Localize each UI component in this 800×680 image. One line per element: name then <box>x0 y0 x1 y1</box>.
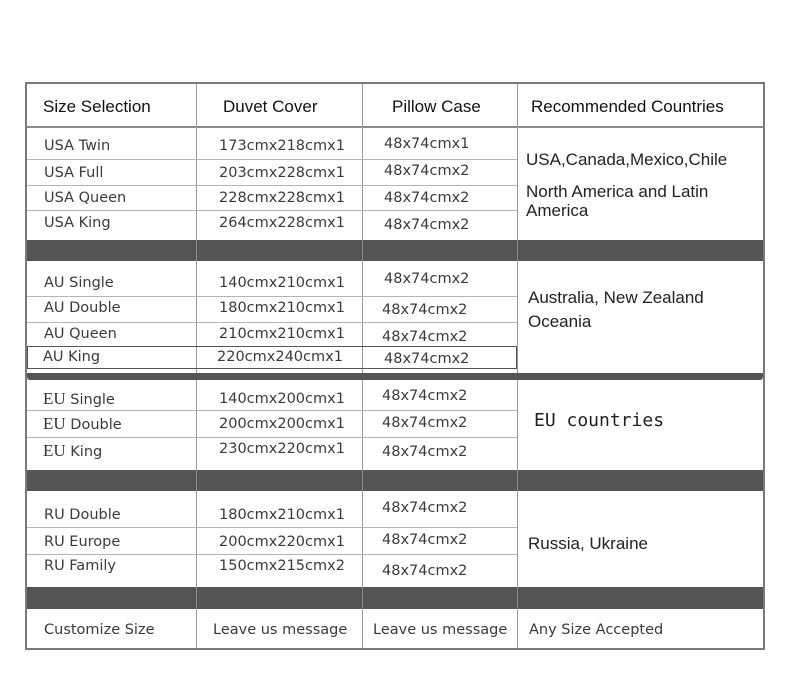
duvet-au-double: 180cmx210cmx1 <box>219 300 345 316</box>
pillow-au-queen: 48x74cmx2 <box>382 329 468 345</box>
duvet-eu-single: 140cmx200cmx1 <box>219 391 345 407</box>
row-divider <box>27 410 517 411</box>
column-divider <box>517 84 518 648</box>
size-usa-queen: USA Queen <box>44 190 127 206</box>
duvet-usa-full: 203cmx228cmx1 <box>219 165 345 181</box>
size-ru-europe: RU Europe <box>44 534 121 550</box>
header-pillow-case: Pillow Case <box>392 97 481 116</box>
pillow-ru-double: 48x74cmx2 <box>382 500 468 516</box>
size-usa-king: USA King <box>44 215 111 231</box>
group-separator-bar <box>27 587 763 609</box>
size-label: Single <box>70 392 115 408</box>
countries-au-line1: Australia, New Zealand <box>528 288 704 307</box>
countries-usa-line1: USA,Canada,Mexico,Chile <box>526 150 728 169</box>
pillow-au-single: 48x74cmx2 <box>384 271 470 287</box>
pillow-usa-queen: 48x74cmx2 <box>384 190 470 206</box>
countries-usa-line2: North America and Latin <box>526 182 709 201</box>
pillow-au-king: 48x74cmx2 <box>384 351 470 367</box>
pillow-usa-twin: 48x74cmx1 <box>384 136 470 152</box>
size-label: Double <box>70 417 122 433</box>
size-eu-single <box>43 389 115 409</box>
header-divider <box>27 126 763 128</box>
pillow-eu-king: 48x74cmx2 <box>382 444 468 460</box>
row-divider <box>27 185 517 186</box>
duvet-ru-europe: 200cmx220cmx1 <box>219 534 345 550</box>
size-chart-table <box>25 82 765 650</box>
duvet-au-single: 140cmx210cmx1 <box>219 275 345 291</box>
size-au-queen: AU Queen <box>44 326 117 342</box>
duvet-ru-double: 180cmx210cmx1 <box>219 507 345 523</box>
pillow-usa-full: 48x74cmx2 <box>384 163 470 179</box>
group-separator-bar <box>27 470 763 491</box>
footer-pillow-message: Leave us message <box>373 622 508 638</box>
row-divider <box>27 159 517 160</box>
duvet-usa-king: 264cmx228cmx1 <box>219 215 345 231</box>
countries-eu-line1: EU countries <box>534 410 665 431</box>
size-eu-king <box>43 441 102 461</box>
duvet-au-king: 220cmx240cmx1 <box>217 349 343 365</box>
footer-any-size: Any Size Accepted <box>529 622 664 638</box>
header-recommended-countries: Recommended Countries <box>531 97 724 116</box>
group-separator-bar <box>27 240 763 261</box>
countries-ru-line1: Russia, Ukraine <box>528 534 648 553</box>
pillow-usa-king: 48x74cmx2 <box>384 217 470 233</box>
footer-customize-size: Customize Size <box>44 622 155 638</box>
pillow-eu-double: 48x74cmx2 <box>382 415 468 431</box>
duvet-ru-family: 150cmx215cmx2 <box>219 558 345 574</box>
size-ru-family: RU Family <box>44 558 116 574</box>
duvet-usa-twin: 173cmx218cmx1 <box>219 138 345 154</box>
size-usa-twin: USA Twin <box>44 138 111 154</box>
row-divider <box>27 527 517 528</box>
eu-prefix: EU <box>43 414 66 433</box>
size-au-double: AU Double <box>44 300 121 316</box>
duvet-eu-double: 200cmx200cmx1 <box>219 416 345 432</box>
footer-duvet-message: Leave us message <box>213 622 348 638</box>
duvet-usa-queen: 228cmx228cmx1 <box>219 190 345 206</box>
row-divider <box>27 322 517 323</box>
size-label: King <box>70 444 103 460</box>
header-size-selection: Size Selection <box>43 97 151 116</box>
header-duvet-cover: Duvet Cover <box>223 97 318 116</box>
row-divider <box>27 210 517 211</box>
pillow-au-double: 48x74cmx2 <box>382 302 468 318</box>
duvet-eu-king: 230cmx220cmx1 <box>219 441 345 457</box>
row-divider <box>27 554 517 555</box>
eu-prefix: EU <box>43 441 66 460</box>
group-separator-bar <box>27 373 763 380</box>
countries-au-line2: Oceania <box>528 312 592 331</box>
size-usa-full: USA Full <box>44 165 104 181</box>
countries-usa-line3: America <box>526 201 589 220</box>
size-eu-double <box>43 414 122 434</box>
size-au-king: AU King <box>43 349 101 365</box>
size-ru-double: RU Double <box>44 507 121 523</box>
pillow-ru-europe: 48x74cmx2 <box>382 532 468 548</box>
duvet-au-queen: 210cmx210cmx1 <box>219 326 345 342</box>
row-divider <box>27 437 517 438</box>
pillow-eu-single: 48x74cmx2 <box>382 388 468 404</box>
size-au-single: AU Single <box>44 275 114 291</box>
pillow-ru-family: 48x74cmx2 <box>382 563 468 579</box>
eu-prefix: EU <box>43 389 66 408</box>
row-divider <box>27 296 517 297</box>
